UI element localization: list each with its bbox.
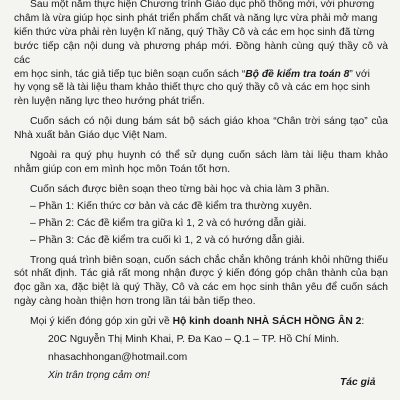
feedback-text: : bbox=[361, 316, 365, 328]
address: 20C Nguyễn Thị Minh Khai, P. Đa Kao – Q.1 – TP. Hồ Chí Minh. bbox=[48, 334, 340, 346]
list-item: – Phần 1: Kiến thức cơ bản và các đề kiểm tra thường xuyên. bbox=[30, 200, 313, 212]
list-item: – Phần 3: Các đề kiểm tra cuối kì 1, 2 và có hướng dẫn giải. bbox=[30, 234, 305, 246]
publisher-name: Hộ kinh doanh NHÀ SÁCH HỒNG ÂN 2 bbox=[172, 316, 362, 328]
intro-line: rèn luyện năng lực theo hướng phát triển. bbox=[14, 96, 205, 108]
intro-line: hy vọng sẽ là tài liệu tham khảo thiết thực cho quý thầy cô và các em học sinh bbox=[14, 82, 371, 94]
intro-line: Sau một năm thực hiện Chương trình Giáo dục phổ thông mới, với phương bbox=[30, 0, 375, 10]
intro-text: em học sinh, tác giả tiếp tục biên soạn cuốn sách “ bbox=[14, 68, 246, 80]
intro-line bbox=[14, 68, 388, 82]
parts-list bbox=[14, 200, 388, 248]
intro-line: bước tiếp cận nội dung và phương pháp mới. Đồng hành cùng quý thầy cô và các bbox=[14, 40, 388, 66]
content-paragraph: Cuốn sách có nội dung bám sát bộ sách giáo khoa “Chân trời sáng tạo” của Nhà xuất bản Giáo dục Việt Nam. bbox=[14, 116, 388, 142]
feedback-text: Mọi ý kiến đóng góp xin gửi về bbox=[30, 316, 173, 328]
intro-line: kiến thức vừa phải rèn luyện kĩ năng, quý Thầy Cô và các em học sinh đã từng bbox=[14, 26, 375, 38]
book-title: Bộ đề kiểm tra toán 8 bbox=[245, 68, 350, 80]
parent-paragraph: Ngoài ra quý phụ huynh có thể sử dụng cuốn sách làm tài liệu tham khảo nhằm giúp con em mình học môn Toán tốt hơn. bbox=[14, 150, 388, 175]
closing-paragraph: Trong quá trình biên soạn, cuốn sách chắc chắn không tránh khỏi những thiếu sót nhất định. Tác giả rất mong nhận được ý kiến đóng góp chân thành của bạn đọc gần xa, đặc biệt là quý Thầy, Cô và các em học sinh thân yêu để cuốn sách ngày càng hoàn thiện hơn trong lần tái bản tiếp theo. bbox=[14, 254, 388, 308]
list-item: – Phần 2: Các đề kiểm tra giữa kì 1, 2 và có hướng dẫn giải. bbox=[30, 217, 307, 229]
structure-paragraph: Cuốn sách được biên soạn theo từng bài học và chia làm 3 phần. bbox=[30, 183, 330, 195]
intro-text: ” với bbox=[349, 68, 370, 80]
email-address: nhasachhongan@hotmail.com bbox=[48, 351, 188, 363]
thanks-line: Xin trân trọng cảm ơn! bbox=[48, 369, 150, 381]
feedback-line bbox=[14, 315, 388, 329]
author-signature: Tác giả bbox=[340, 377, 376, 388]
intro-line: châm là vừa giúp học sinh phát triển phẩm chất và năng lực vừa phải mở mang bbox=[14, 12, 378, 24]
intro-paragraph bbox=[14, 0, 388, 109]
